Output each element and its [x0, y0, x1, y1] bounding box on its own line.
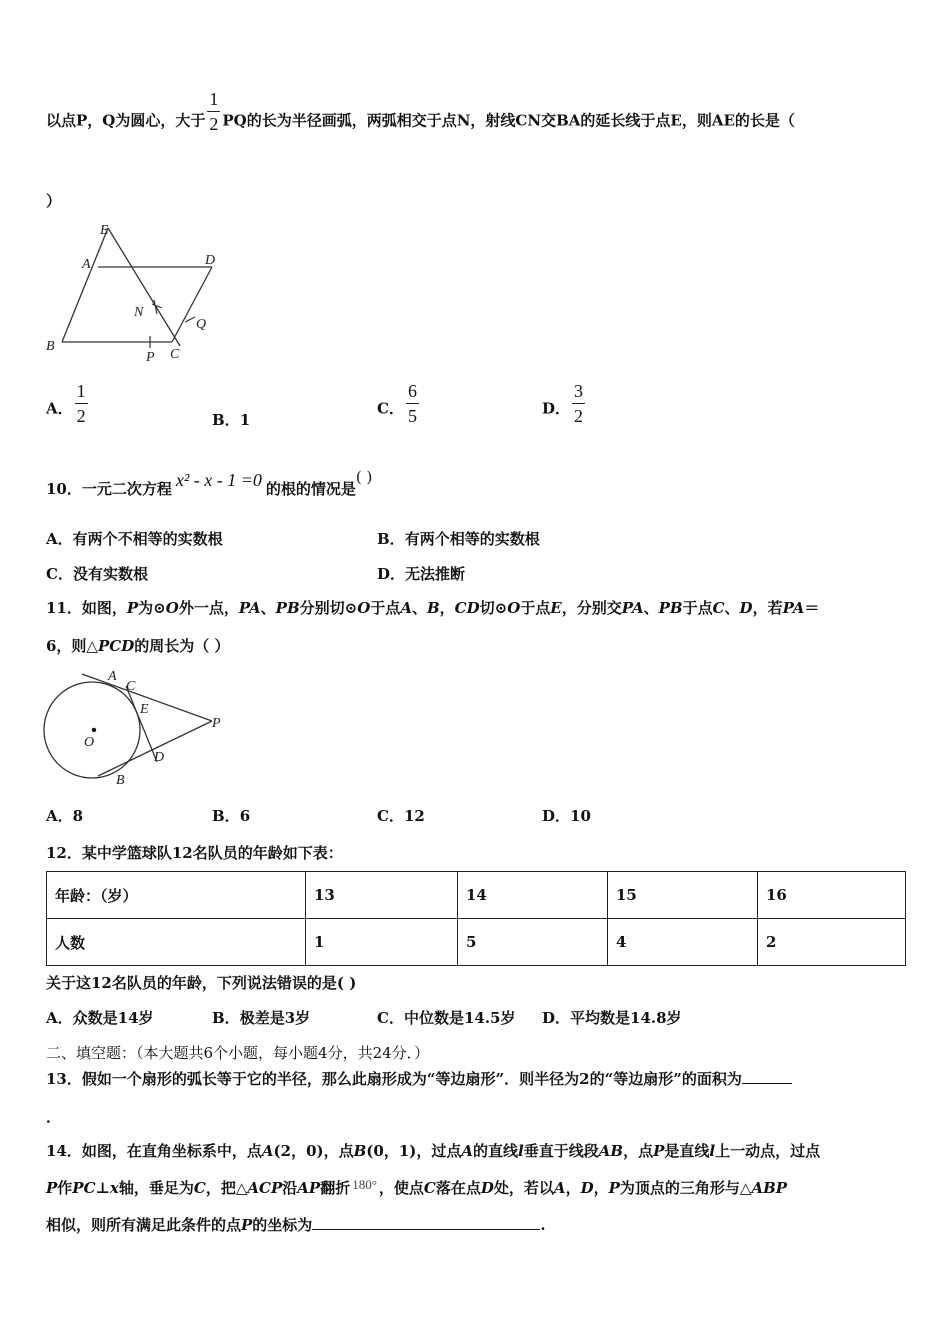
q13-end: ．: [46, 1108, 62, 1126]
q11-line2: 6，则△PCD的周长为（ ）: [46, 637, 230, 655]
table-cell: 5: [458, 919, 608, 966]
q14-line2: P作PC⊥x轴，垂足为C，把△ACP沿AP翻折 180° ，使点C落在点D处，若以A，D，P为顶点的三角形与△ABP: [46, 1177, 788, 1197]
q10-question: 10．一元二次方程 x² - x - 1 =0 的根的情况是( ): [46, 468, 373, 498]
q9-text-line: [46, 89, 795, 143]
q14-answer-blank[interactable]: [312, 1215, 540, 1230]
table-row: [47, 919, 906, 966]
q10-equation: x² - x - 1 =0: [175, 470, 262, 490]
label-D-11: D: [154, 750, 165, 765]
table-cell: 年龄：（岁）: [47, 872, 306, 919]
q9-parallelogram-figure: [40, 218, 230, 368]
q12-intro: 12．某中学篮球队12名队员的年龄如下表：: [46, 844, 343, 862]
table-row: [47, 872, 906, 919]
q12-option-b[interactable]: B．极差是3岁: [212, 1009, 311, 1027]
q10-option-b[interactable]: B．有两个相等的实数根: [377, 530, 540, 548]
q14-180-degree: 180°: [352, 1177, 377, 1192]
q10-option-c[interactable]: C．没有实数根: [46, 565, 148, 583]
table-cell: 13: [306, 872, 458, 919]
q11-option-b[interactable]: B．6: [212, 807, 251, 825]
q12-option-d[interactable]: D．平均数是14.8岁: [542, 1009, 682, 1027]
table-cell: 1: [306, 919, 458, 966]
table-cell: 16: [758, 872, 906, 919]
table-cell: 人数: [47, 919, 306, 966]
q11-option-c[interactable]: C．12: [377, 807, 425, 825]
q11-option-a[interactable]: A．8: [46, 807, 84, 825]
q13-answer-blank[interactable]: [742, 1069, 792, 1084]
label-P-11: P: [212, 716, 221, 731]
label-N: N: [134, 305, 144, 320]
q9-option-c[interactable]: C． $\frac{6}{5}$: [377, 381, 417, 426]
label-D: D: [205, 253, 216, 268]
q11-line1: 11．如图，P为⊙O外一点，PA、PB分别切⊙O于点A、B，CD切⊙O于点E，分别交PA、PB于点C、D，若PA＝: [46, 599, 820, 617]
q9-text-before: 以点P，Q为圆心，大于: [46, 111, 206, 130]
label-A-11: A: [108, 669, 117, 684]
label-B: B: [46, 339, 55, 354]
q11-option-d[interactable]: D．10: [542, 807, 591, 825]
label-Q: Q: [196, 317, 207, 332]
q14-line3: 相似，则所有满足此条件的点P的坐标为 .: [46, 1216, 546, 1234]
table-cell: 14: [458, 872, 608, 919]
label-P: P: [146, 350, 155, 365]
q13-question: 13．假如一个扇形的弧长等于它的半径，那么此扇形成为“等边扇形”．则半径为2的“等边扇形”的面积为: [46, 1068, 792, 1089]
label-E-11: E: [140, 702, 149, 717]
table-cell: 15: [608, 872, 758, 919]
q9-option-d[interactable]: D． $\frac{3}{2}$: [542, 381, 584, 426]
q14-line1: 14．如图，在直角坐标系中，点A(2，0)，点B(0，1)，过点A的直线l垂直于线段AB，点P是直线l上一动点，过点: [46, 1142, 821, 1160]
q9-fraction: $\frac{1}{2}$: [209, 89, 219, 134]
q10-option-a[interactable]: A．有两个不相等的实数根: [46, 530, 223, 548]
q11-circle-figure: [40, 668, 230, 790]
q10-option-d[interactable]: D．无法推断: [377, 565, 466, 583]
label-C-11: C: [126, 679, 136, 694]
q12-option-a[interactable]: A．众数是14岁: [46, 1009, 154, 1027]
q12-age-table: [46, 871, 906, 966]
q12-question: 关于这12名队员的年龄，下列说法错误的是( ): [46, 974, 357, 992]
q9-option-a[interactable]: A． $\frac{1}{2}$: [46, 381, 86, 426]
label-O-11: O: [84, 735, 95, 750]
table-cell: 2: [758, 919, 906, 966]
q9-option-b[interactable]: B．1: [212, 411, 251, 429]
label-A: A: [82, 257, 91, 272]
q12-option-c[interactable]: C．中位数是14.5岁: [377, 1009, 516, 1027]
q9-close-paren: ）: [46, 192, 62, 210]
label-E: E: [100, 223, 109, 238]
table-cell: 4: [608, 919, 758, 966]
label-B-11: B: [116, 773, 125, 788]
q9-text-after: PQ的长为半径画弧，两弧相交于点N，射线CN交BA的延长线于点E，则AE的长是（: [222, 111, 795, 130]
section-2-heading: 二、填空题：（本大题共6个小题，每小题4分，共24分．）: [46, 1044, 430, 1062]
label-C: C: [170, 347, 180, 362]
